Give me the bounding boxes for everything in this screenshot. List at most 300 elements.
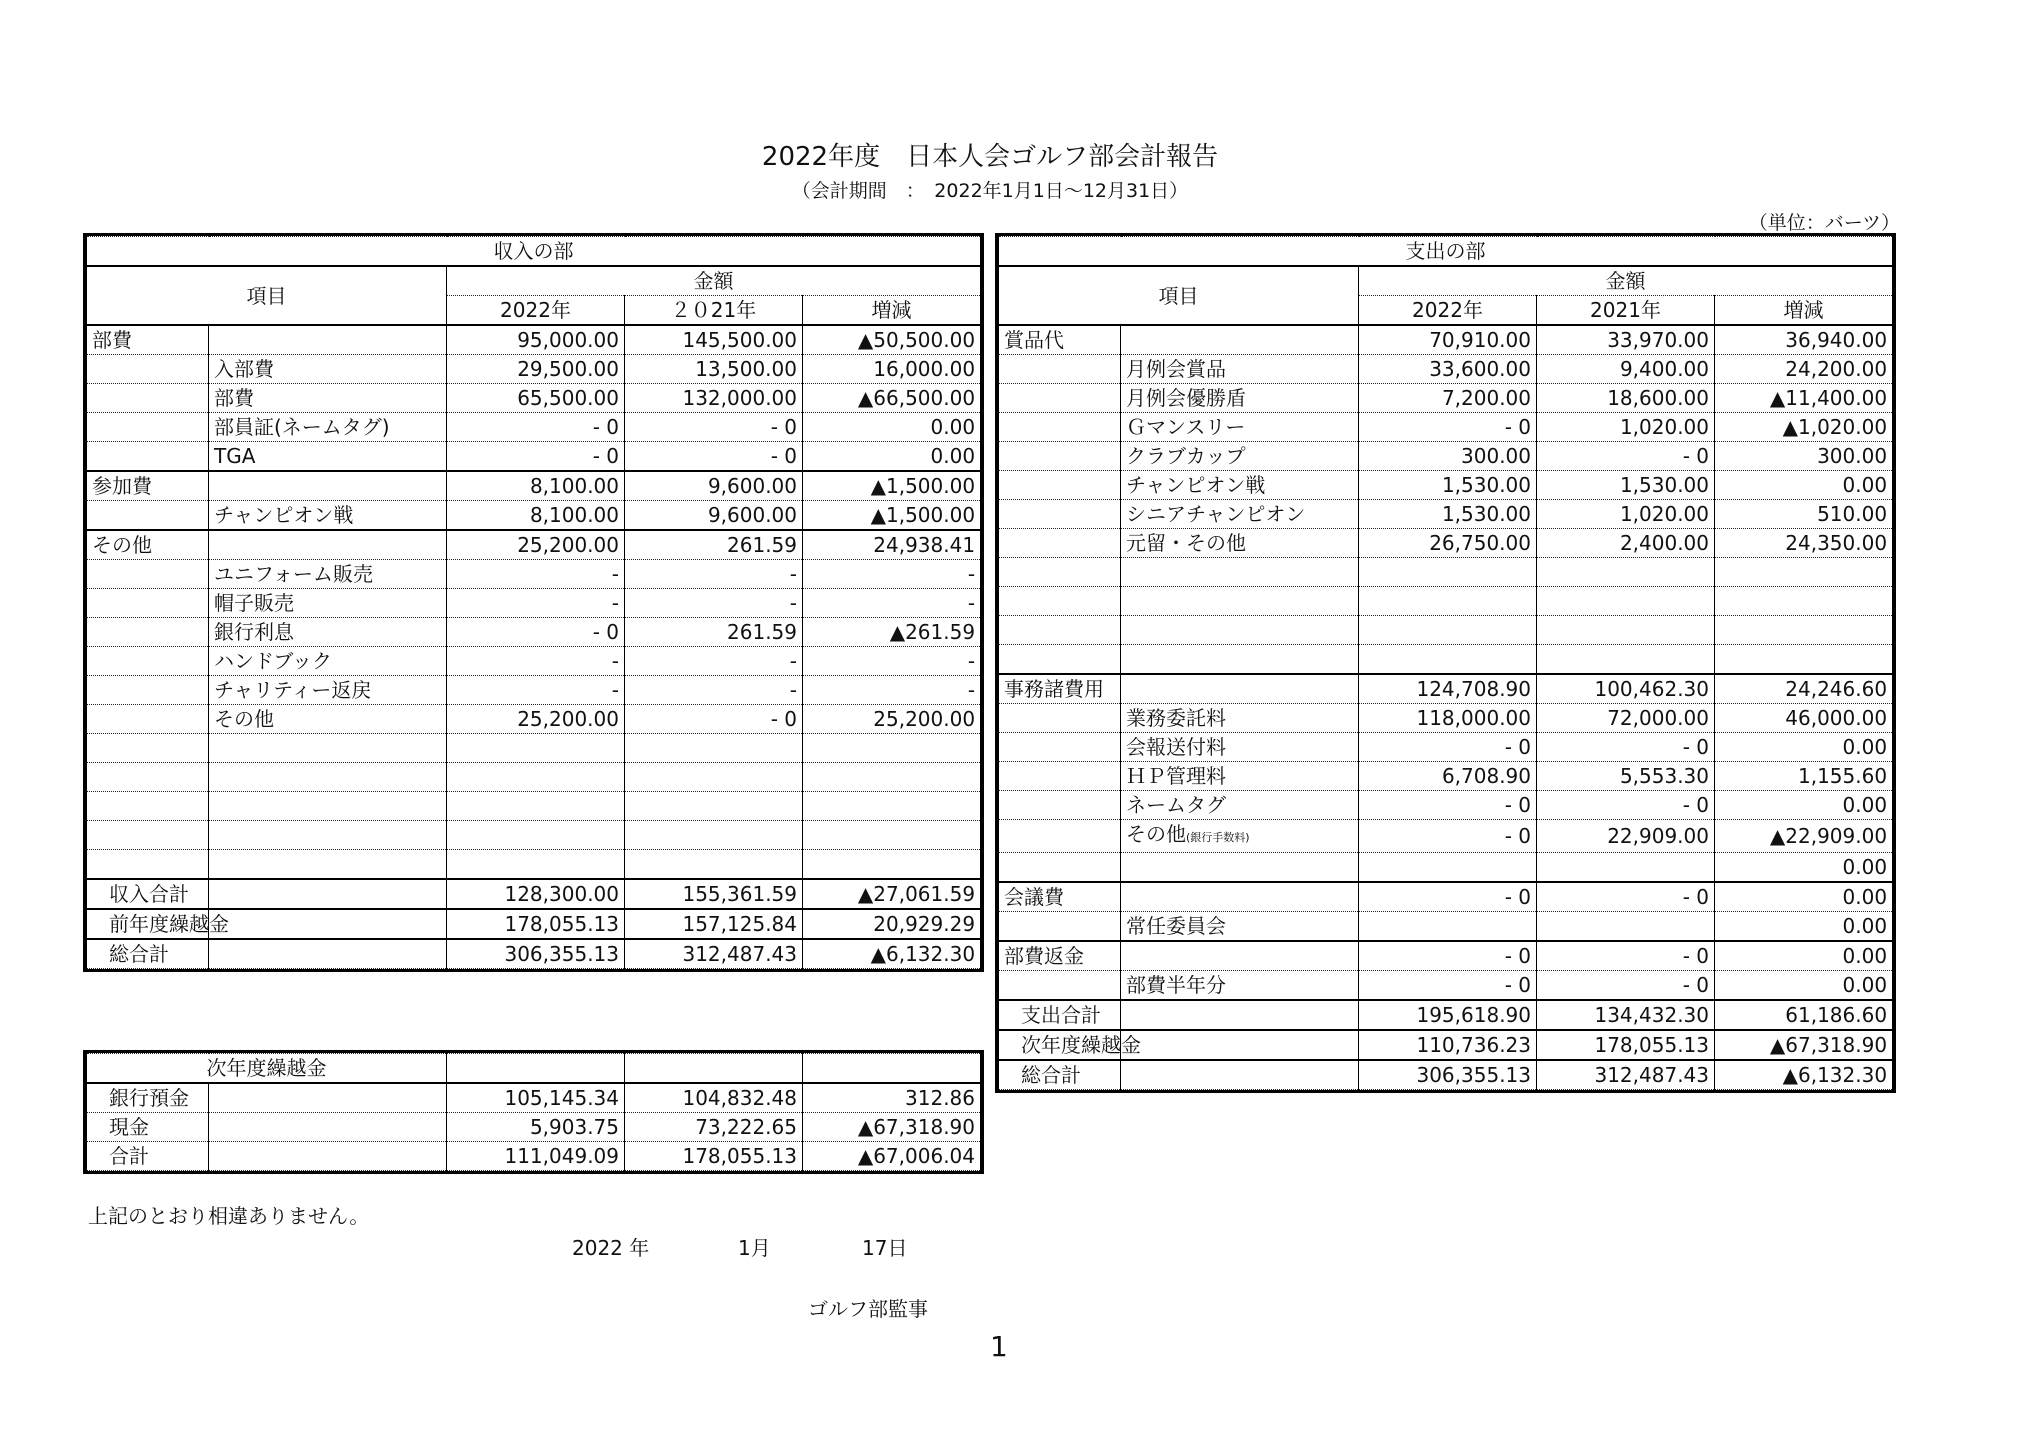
amount-2022: 8,100.00 [447, 501, 625, 531]
table-row [999, 325, 1893, 355]
subitem-text: クラブカップ [1126, 444, 1246, 468]
subitem-text: ハンドブック [214, 649, 332, 673]
subitem-text: TGA [214, 444, 256, 468]
amount-2021 [1537, 587, 1715, 616]
subitem-label [209, 821, 447, 850]
subitem-text: チャンピオン戦 [1126, 473, 1266, 497]
total-row [87, 939, 981, 969]
amount-2021 [625, 734, 803, 763]
total-label: 総合計 [87, 939, 209, 969]
subitem-label [209, 384, 447, 413]
amount-2022: 118,000.00 [1359, 704, 1537, 733]
category-label [999, 471, 1121, 500]
amount-2022: - 0 [1359, 941, 1537, 971]
table-row [999, 733, 1893, 762]
total-2022: 178,055.13 [447, 909, 625, 939]
category-label [999, 529, 1121, 558]
category-label [999, 912, 1121, 942]
total-label: 収入合計 [87, 879, 209, 909]
subitem-label [1121, 762, 1359, 791]
subitem-label [1121, 704, 1359, 733]
table-row [999, 413, 1893, 442]
table-row [999, 529, 1893, 558]
amount-diff [803, 792, 981, 821]
category-label [999, 384, 1121, 413]
category-label [87, 705, 209, 734]
amount-diff: ▲11,400.00 [1715, 384, 1893, 413]
table-row [87, 413, 981, 442]
subitem-label [1121, 791, 1359, 820]
total-row [87, 879, 981, 909]
subitem-label [209, 734, 447, 763]
subitem-text: 帽子販売 [214, 591, 294, 615]
table-row [87, 763, 981, 792]
subitem-label [209, 589, 447, 618]
amount-2022: - 0 [1359, 882, 1537, 912]
subitem-text: その他 [214, 707, 274, 731]
total-blank [1121, 1030, 1359, 1060]
subitem-label [1121, 733, 1359, 762]
amount-2021: 9,600.00 [625, 471, 803, 501]
table-row [999, 971, 1893, 1001]
subitem-label [209, 618, 447, 647]
amount-diff: 46,000.00 [1715, 704, 1893, 733]
amount-2021: 132,000.00 [625, 384, 803, 413]
amount-diff [803, 850, 981, 880]
subitem-label [1121, 529, 1359, 558]
amount-2021: 33,970.00 [1537, 325, 1715, 355]
amount-2021 [1537, 912, 1715, 942]
subitem-label [1121, 820, 1359, 853]
subitem-text: チャリティー返戻 [214, 678, 372, 702]
amount-diff: - [803, 676, 981, 705]
amount-diff: 25,200.00 [803, 705, 981, 734]
subitem-text: その他 [1126, 822, 1186, 846]
amount-2022: 33,600.00 [1359, 355, 1537, 384]
amount-2022: 1,530.00 [1359, 471, 1537, 500]
amount-2021: 13,500.00 [625, 355, 803, 384]
subitem-label [209, 792, 447, 821]
table-row [999, 500, 1893, 529]
total-label: 前年度繰越金 [87, 909, 209, 939]
subitem-label [209, 763, 447, 792]
carryover-blank [209, 1083, 447, 1113]
amount-2022: 70,910.00 [1359, 325, 1537, 355]
amount-diff [803, 734, 981, 763]
amount-2022 [1359, 912, 1537, 942]
subitem-text: 会報送付料 [1126, 735, 1226, 759]
table-row [999, 558, 1893, 587]
sign-day: 17日 [862, 1236, 908, 1260]
subitem-label [1121, 674, 1359, 704]
amount-2021 [1537, 853, 1715, 883]
amount-2021: - [625, 560, 803, 589]
total-blank [1121, 1060, 1359, 1090]
subitem-text: シニアチャンピオン [1126, 502, 1306, 526]
amount-2021 [1537, 645, 1715, 675]
amount-2021: 100,462.30 [1537, 674, 1715, 704]
amount-diff: 24,938.41 [803, 530, 981, 560]
carryover-2022: 111,049.09 [447, 1142, 625, 1171]
amount-2021: 145,500.00 [625, 325, 803, 355]
category-label [999, 704, 1121, 733]
category-label [999, 762, 1121, 791]
total-2021: 157,125.84 [625, 909, 803, 939]
amount-diff: 0.00 [1715, 471, 1893, 500]
amount-diff: 0.00 [1715, 853, 1893, 883]
amount-2022: 8,100.00 [447, 471, 625, 501]
amount-2021: 1,020.00 [1537, 500, 1715, 529]
total-row [999, 1060, 1893, 1090]
amount-2021: - 0 [1537, 882, 1715, 912]
amount-diff [803, 821, 981, 850]
category-label [87, 501, 209, 531]
total-2021: 178,055.13 [1537, 1030, 1715, 1060]
category-label [87, 850, 209, 880]
subitem-label [1121, 471, 1359, 500]
table-row [87, 530, 981, 560]
subitem-text: 部費 [214, 386, 254, 410]
category-label [87, 618, 209, 647]
subitem-label [1121, 912, 1359, 942]
carryover-label: 現金 [87, 1113, 209, 1142]
income-col-diff: 増減 [803, 296, 981, 326]
table-row [87, 734, 981, 763]
category-label [999, 442, 1121, 471]
subitem-label [1121, 558, 1359, 587]
amount-2022: - 0 [1359, 413, 1537, 442]
total-diff: ▲27,061.59 [803, 879, 981, 909]
total-2022: 128,300.00 [447, 879, 625, 909]
category-label [999, 820, 1121, 853]
amount-2021: - 0 [1537, 791, 1715, 820]
amount-2022: 26,750.00 [1359, 529, 1537, 558]
amount-diff: 0.00 [1715, 912, 1893, 942]
subitem-text: Ｇマンスリー [1126, 415, 1246, 439]
amount-2022 [447, 792, 625, 821]
amount-diff: 24,350.00 [1715, 529, 1893, 558]
amount-diff: ▲66,500.00 [803, 384, 981, 413]
amount-2021: 22,909.00 [1537, 820, 1715, 853]
table-row [87, 325, 981, 355]
amount-2021: - 0 [625, 442, 803, 472]
subitem-label [1121, 645, 1359, 675]
unit-label: （単位：バーツ） [1748, 212, 1900, 234]
table-row [999, 587, 1893, 616]
category-label: 会議費 [999, 882, 1121, 912]
income-amount-header: 金額 [447, 266, 981, 296]
subitem-text: 部員証(ネームタグ) [214, 415, 390, 439]
category-label [999, 500, 1121, 529]
subitem-label [1121, 616, 1359, 645]
category-label [87, 792, 209, 821]
carryover-2022: 105,145.34 [447, 1083, 625, 1113]
subitem-label [1121, 325, 1359, 355]
amount-diff [803, 763, 981, 792]
category-label [87, 413, 209, 442]
amount-2022 [447, 821, 625, 850]
table-row [999, 674, 1893, 704]
amount-2022: - 0 [1359, 733, 1537, 762]
carryover-2021: 104,832.48 [625, 1083, 803, 1113]
subitem-text: 銀行利息 [214, 620, 294, 644]
income-section-title: 収入の部 [87, 237, 981, 267]
subitem-label [209, 355, 447, 384]
total-row [999, 1030, 1893, 1060]
amount-diff: 24,200.00 [1715, 355, 1893, 384]
amount-2021 [1537, 558, 1715, 587]
subitem-label [1121, 384, 1359, 413]
expense-table [998, 236, 1893, 1090]
amount-diff: - [803, 560, 981, 589]
amount-2021: 1,530.00 [1537, 471, 1715, 500]
amount-diff [1715, 558, 1893, 587]
total-diff: 61,186.60 [1715, 1000, 1893, 1030]
subitem-label [1121, 882, 1359, 912]
amount-2021: - [625, 647, 803, 676]
amount-2021: 72,000.00 [1537, 704, 1715, 733]
total-2022: 110,736.23 [1359, 1030, 1537, 1060]
total-label: 支出合計 [999, 1000, 1121, 1030]
subitem-text: 入部費 [214, 357, 274, 381]
subitem-label [209, 560, 447, 589]
amount-2022: - 0 [447, 413, 625, 442]
category-label: その他 [87, 530, 209, 560]
table-row [999, 882, 1893, 912]
amount-2022 [1359, 616, 1537, 645]
total-diff: ▲67,318.90 [1715, 1030, 1893, 1060]
subitem-label [1121, 413, 1359, 442]
carryover-row [87, 1083, 981, 1113]
table-row [999, 442, 1893, 471]
amount-2022 [1359, 853, 1537, 883]
category-label [999, 971, 1121, 1001]
amount-2021 [625, 850, 803, 880]
subitem-label [1121, 500, 1359, 529]
amount-diff: 0.00 [803, 442, 981, 472]
category-label [999, 355, 1121, 384]
amount-diff: 0.00 [1715, 882, 1893, 912]
subitem-label [1121, 941, 1359, 971]
amount-2022: - 0 [1359, 971, 1537, 1001]
table-row [87, 821, 981, 850]
category-label [87, 763, 209, 792]
subitem-label [209, 413, 447, 442]
amount-2022: 25,200.00 [447, 705, 625, 734]
category-label [999, 791, 1121, 820]
total-diff: ▲6,132.30 [1715, 1060, 1893, 1090]
amount-2022: 6,708.90 [1359, 762, 1537, 791]
carryover-2022: 5,903.75 [447, 1113, 625, 1142]
category-label [999, 616, 1121, 645]
subitem-text: 常任委員会 [1126, 914, 1226, 938]
amount-2021: 261.59 [625, 530, 803, 560]
subitem-text: 月例会賞品 [1126, 357, 1226, 381]
expense-col-2022: 2022年 [1359, 296, 1537, 326]
subitem-label [209, 850, 447, 880]
carryover-diff: 312.86 [803, 1083, 981, 1113]
table-row [999, 791, 1893, 820]
subitem-text: 月例会優勝盾 [1126, 386, 1246, 410]
table-row [999, 645, 1893, 675]
amount-diff: ▲1,500.00 [803, 501, 981, 531]
subitem-label [209, 471, 447, 501]
sign-month: 1月 [738, 1236, 771, 1260]
amount-2021: 261.59 [625, 618, 803, 647]
accounting-period: （会計期間 ： 2022年1月1日〜12月31日） [791, 180, 1189, 202]
amount-2022: - 0 [447, 618, 625, 647]
amount-diff: ▲50,500.00 [803, 325, 981, 355]
amount-2021: - 0 [1537, 971, 1715, 1001]
amount-diff: 0.00 [803, 413, 981, 442]
subitem-text: ＨＰ管理料 [1126, 764, 1226, 788]
subitem-label [209, 647, 447, 676]
category-label [999, 413, 1121, 442]
table-row [87, 501, 981, 531]
category-label [87, 734, 209, 763]
amount-2021: 9,400.00 [1537, 355, 1715, 384]
category-label: 部費返金 [999, 941, 1121, 971]
expense-col-2021: 2021年 [1537, 296, 1715, 326]
amount-2022 [447, 763, 625, 792]
amount-2021: 18,600.00 [1537, 384, 1715, 413]
amount-2022 [1359, 587, 1537, 616]
carryover-header: 次年度繰越金 [87, 1054, 447, 1084]
amount-2022: 65,500.00 [447, 384, 625, 413]
amount-diff: - [803, 647, 981, 676]
amount-diff: 0.00 [1715, 791, 1893, 820]
table-row [87, 355, 981, 384]
expense-section-title: 支出の部 [999, 237, 1893, 267]
category-label [999, 587, 1121, 616]
subitem-label [209, 501, 447, 531]
carryover-diff: ▲67,006.04 [803, 1142, 981, 1171]
category-label [87, 355, 209, 384]
table-row [999, 762, 1893, 791]
amount-2022: - [447, 589, 625, 618]
table-row [999, 384, 1893, 413]
expense-item-header: 項目 [999, 266, 1359, 325]
amount-2022 [1359, 558, 1537, 587]
amount-diff [1715, 587, 1893, 616]
subitem-text: 業務委託料 [1126, 706, 1226, 730]
carryover-header-blank [447, 1054, 625, 1084]
subitem-text: チャンピオン戦 [214, 503, 354, 527]
carryover-table [86, 1053, 981, 1171]
total-diff: 20,929.29 [803, 909, 981, 939]
category-label [87, 589, 209, 618]
income-col-2022: 2022年 [447, 296, 625, 326]
category-label [999, 645, 1121, 675]
table-row [999, 820, 1893, 853]
amount-2022: 1,530.00 [1359, 500, 1537, 529]
table-row [87, 471, 981, 501]
table-row [87, 618, 981, 647]
carryover-row [87, 1142, 981, 1171]
amount-2021 [625, 763, 803, 792]
subitem-text: ユニフォーム販売 [214, 562, 373, 586]
amount-diff: ▲1,020.00 [1715, 413, 1893, 442]
table-row [87, 560, 981, 589]
amount-diff [1715, 616, 1893, 645]
amount-2022 [1359, 645, 1537, 675]
amount-2021: 1,020.00 [1537, 413, 1715, 442]
subitem-text: 元留・その他 [1126, 531, 1246, 555]
amount-2022: 124,708.90 [1359, 674, 1537, 704]
total-blank [209, 909, 447, 939]
table-row [87, 647, 981, 676]
amount-diff: - [803, 589, 981, 618]
subitem-label [209, 676, 447, 705]
subitem-label [209, 442, 447, 472]
amount-2022: 300.00 [1359, 442, 1537, 471]
carryover-2021: 178,055.13 [625, 1142, 803, 1171]
category-label [87, 647, 209, 676]
page-number: 1 [990, 1330, 1008, 1363]
amount-2022: - 0 [447, 442, 625, 472]
total-blank [209, 939, 447, 969]
table-row [87, 792, 981, 821]
amount-2021: - 0 [1537, 733, 1715, 762]
total-blank [1121, 1000, 1359, 1030]
subitem-note: (銀行手数料) [1186, 831, 1250, 844]
amount-2022: 25,200.00 [447, 530, 625, 560]
expense-amount-header: 金額 [1359, 266, 1893, 296]
table-row [999, 616, 1893, 645]
total-blank [209, 879, 447, 909]
amount-2021 [625, 792, 803, 821]
amount-2022: - [447, 560, 625, 589]
subitem-label [1121, 971, 1359, 1001]
table-row [87, 705, 981, 734]
total-row [999, 1000, 1893, 1030]
amount-2022: - [447, 676, 625, 705]
subitem-label [1121, 853, 1359, 883]
amount-2022 [447, 734, 625, 763]
income-item-header: 項目 [87, 266, 447, 325]
confirmation-note: 上記のとおり相違ありません。 [88, 1204, 370, 1228]
total-2021: 312,487.43 [625, 939, 803, 969]
subitem-text: ネームタグ [1126, 793, 1226, 817]
table-row [87, 850, 981, 880]
amount-2021: - [625, 676, 803, 705]
carryover-blank [209, 1113, 447, 1142]
total-2022: 195,618.90 [1359, 1000, 1537, 1030]
total-label: 総合計 [999, 1060, 1121, 1090]
amount-2021 [1537, 616, 1715, 645]
income-table [86, 236, 981, 969]
auditor-signature-label: ゴルフ部監事 [808, 1297, 928, 1321]
total-2022: 306,355.13 [447, 939, 625, 969]
amount-2021: - 0 [625, 413, 803, 442]
income-col-2021: ２０21年 [625, 296, 803, 326]
amount-diff: 0.00 [1715, 971, 1893, 1001]
category-label [87, 676, 209, 705]
amount-diff: 1,155.60 [1715, 762, 1893, 791]
category-label [87, 384, 209, 413]
table-row [999, 853, 1893, 883]
amount-2022 [447, 850, 625, 880]
subitem-label [1121, 355, 1359, 384]
carryover-2021: 73,222.65 [625, 1113, 803, 1142]
category-label [87, 821, 209, 850]
amount-2021: - [625, 589, 803, 618]
amount-2021: 5,553.30 [1537, 762, 1715, 791]
amount-2021: - 0 [1537, 442, 1715, 471]
category-label [999, 558, 1121, 587]
total-diff: ▲6,132.30 [803, 939, 981, 969]
table-row [999, 941, 1893, 971]
